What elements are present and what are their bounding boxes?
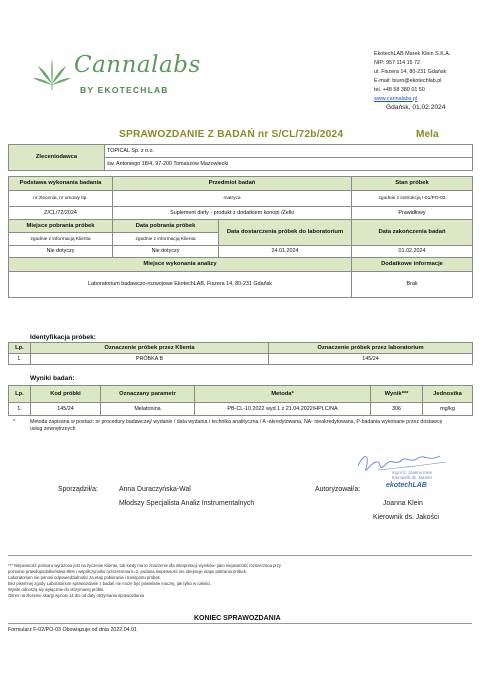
id-cell-lab: 145/24 <box>269 354 473 365</box>
prepared-name: Anna Duraczyńska-Wal <box>119 486 191 493</box>
authorized-title: Kierownik ds. Jakości <box>373 514 439 521</box>
company-info <box>374 50 450 103</box>
id-header-lp: Lp. <box>9 343 31 354</box>
res-header-result: Wynik*** <box>371 386 423 403</box>
results-title: Wyniki badań: <box>30 375 75 382</box>
res-cell-param: Melatonina <box>101 403 195 416</box>
client-label: Zleceniodawca <box>9 145 105 171</box>
sampling-date-label: Data pobrania próbek <box>113 220 219 233</box>
subject-sub: matryca <box>113 191 352 207</box>
stamp-line: mgr inż. Joanna Klein <box>392 470 433 475</box>
basis-value: Z/CL/72/2024 <box>9 207 113 220</box>
id-header-lab: Oznaczenie próbek przez laboratorium <box>269 343 473 354</box>
res-cell-code: 145/24 <box>31 403 101 416</box>
extra-info-label: Dodatkowe informacje <box>352 258 473 272</box>
footnotes <box>8 563 428 598</box>
results-table <box>8 385 473 416</box>
form-info: Formularz F-02/PO-03 Obowiązuje od dnia 2022.04.01 <box>8 627 137 633</box>
details-table <box>8 176 473 298</box>
company-line: NIP: 957 114 15 72 <box>374 59 421 66</box>
subject-label: Przedmiot badań <box>113 177 352 191</box>
footnote-line: *** Niepewność pomiaru wyrażona jest na życzenie Klienta, tub kiedy ma to znaczenie dla interpretacji wyników- jako niepewność rozszerzona przy <box>8 563 282 568</box>
stamp-text <box>392 470 432 480</box>
id-cell-lp: 1. <box>9 354 31 365</box>
authorized-label: Autoryzował/a: <box>315 486 361 493</box>
sampling-place-sub: zgodnie z informacją Klienta <box>9 233 113 246</box>
table-row <box>9 403 473 416</box>
id-header-client: Oznaczenie próbek przez Klienta <box>31 343 269 354</box>
sampling-place-value: Nie dotyczy <box>9 246 113 258</box>
authorized-name: Joanna Klein <box>383 500 423 507</box>
prepared-title: Młodszy Specjalista Analiz Instrumentalnych <box>119 500 255 507</box>
table-row <box>9 354 473 365</box>
company-line: ul. Fiszera 14, 80-231 Gdańsk <box>374 68 447 75</box>
res-cell-lp: 1. <box>9 403 31 416</box>
stamp-brand: ekotechLAB <box>386 482 427 489</box>
sampling-date-value: Nie dotyczy <box>113 246 219 258</box>
footnote-line: Laboratorium nie ponosi odpowiedzialności za etap pobierania i transportu próbek. <box>8 574 161 580</box>
identification-table <box>8 342 473 365</box>
id-cell-client: PRÓBKA B <box>31 354 269 365</box>
analysis-place-value: Laboratorium badawczo-rozwojowe EkotechLAB, Fiszera 14, 80-231 Gdańsk <box>9 272 352 298</box>
res-cell-result: 306 <box>371 403 423 416</box>
delivery-date-value: 24.01.2024 <box>219 246 352 258</box>
state-value: Prawidłowy <box>352 207 473 220</box>
res-header-param: Oznaczany parametr <box>101 386 195 403</box>
res-header-lp: Lp. <box>9 386 31 403</box>
method-note: Metoda zapisana w postaci: nr procedury badawczej/ wydanie / data wydania / technika analityczna / A -akredytowana, NA- nieakredytowana, P-badania wykonane przez dostawcę usług zewnętrznych <box>30 419 443 432</box>
product-name: Mela <box>416 129 439 140</box>
report-title: SPRAWOZDANIE Z BADAŃ nr S/CL/72b/2024 <box>119 129 344 140</box>
end-date-label: Data zakończenia badań <box>352 220 473 246</box>
res-header-unit: Jednostka <box>423 386 473 403</box>
sampling-date-sub: zgodnie z informacją Klienta <box>113 233 219 246</box>
end-date-value: 01.02.2024 <box>352 246 473 258</box>
bottom-divider <box>8 623 472 624</box>
client-table <box>8 144 473 171</box>
company-line: E-mail: biuro@ekotechlab.pl <box>374 77 442 84</box>
company-line: tel. +48 58 380 01 50 <box>374 86 425 93</box>
sampling-place-label: Miejsce pobrania próbek <box>9 220 113 233</box>
res-header-code: Kod próbki <box>31 386 101 403</box>
basis-label: Podstawa wykonania badania <box>9 177 113 191</box>
footnote-line: poziomie prawdopodobieństwa 95% i współczynniku rozszerzenia k=2, podana niepewność nie obejmuje etapu pobrania próbek. <box>8 568 247 574</box>
cannabis-leaf-icon <box>32 56 72 90</box>
subject-value: Suplement diety - produkt z dodatkiem konopi /Żelki <box>113 207 352 220</box>
footnote-line: Wyniki odnoszą się wyłącznie do otrzymanej próbki. <box>8 586 105 592</box>
footnote-line: Bez pisemnej zgody Laboratorium sprawozdanie z badań nie może być powielane inaczej, jak tylko w całości. <box>8 580 212 586</box>
extra-info-value: Brak <box>352 272 473 298</box>
end-of-report: KONIEC SPRAWOZDANIA <box>194 615 281 622</box>
logo-name: Cannalabs <box>74 52 201 78</box>
analysis-place-label: Miejsce wykonania analizy <box>9 258 352 272</box>
company-line: EkotechLAB Marek Klein S.K.A. <box>374 51 451 57</box>
footnote-line: Okres na złożenie skargi wynosi 14 dni od daty otrzymania sprawozdania <box>8 592 144 598</box>
res-header-method: Metoda* <box>195 386 371 403</box>
res-cell-method: PB-CL-10.2022 wyd.1 z 21.04.2022/HPLC/NA <box>195 403 371 416</box>
state-label: Stan próbek <box>352 177 473 191</box>
client-name: TOPICAL Sp. z o.o. <box>105 145 473 158</box>
state-sub: zgodnie z instrukcją I-01/PO-03 <box>352 191 473 207</box>
identification-title: Identyfikacja próbek: <box>30 334 96 341</box>
client-address: św. Antoniego 18/4, 97-200 Tomaszów Mazowiecki <box>105 158 473 171</box>
report-date: Gdańsk, 01.02.2024 <box>386 104 446 111</box>
logo-subtitle: BY EKOTECHLAB <box>80 85 169 95</box>
method-note-star: * <box>13 419 16 425</box>
delivery-date-label: Data dostarczenia próbek do laboratorium <box>219 220 352 246</box>
basis-sub: nr zlecenia, nr umowy itp. <box>9 191 113 207</box>
prepared-label: Sporządził/a: <box>58 486 98 493</box>
footnote-divider <box>8 555 472 556</box>
company-website-link[interactable]: www.cannalabs.pl <box>374 95 418 102</box>
res-cell-unit: mg/kg <box>423 403 473 416</box>
stamp-line: Kierownik ds. Jakości <box>392 475 433 480</box>
